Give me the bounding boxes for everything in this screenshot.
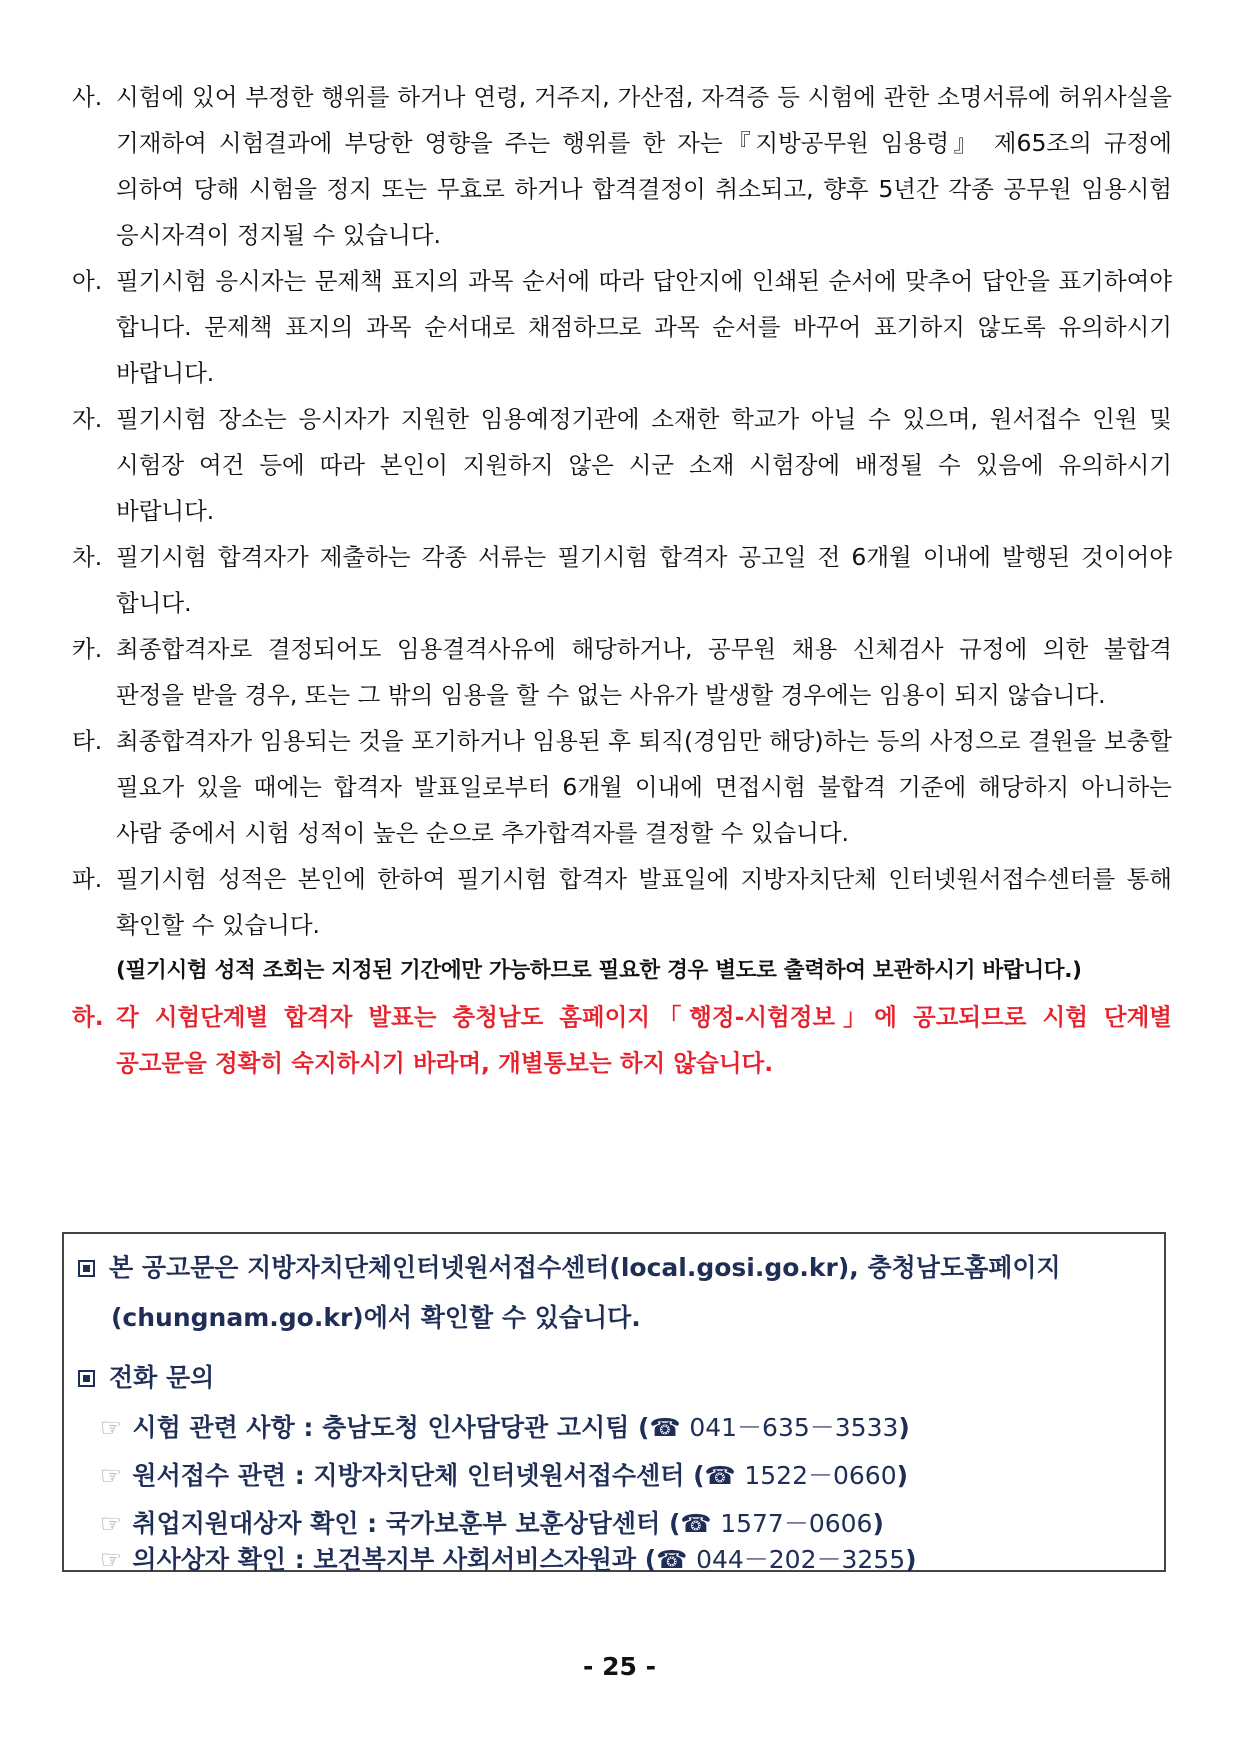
phone-icon: ☎ xyxy=(656,1545,697,1574)
list-item xyxy=(72,626,1172,718)
item-text: 각 시험단계별 합격자 발표는 충청남도 홈페이지「행정-시험정보」에 공고되므로 시험 단계별 공고문을 정확히 숙지하시기 바라며, 개별통보는 하지 않습니다. xyxy=(116,1003,1172,1077)
item-marker: 자. xyxy=(72,405,103,433)
item-text: 최종합격자로 결정되어도 임용결격사유에 해당하거나, 공무원 채용 신체검사 규정에 의한 불합격 판정을 받을 경우, 또는 그 밖의 임용을 할 수 없는 사유가 발생할 경우에는 임용이 되지 않습니다. xyxy=(116,635,1172,709)
phone-icon: ☎ xyxy=(680,1509,721,1538)
list-item-highlight xyxy=(72,994,1172,1086)
item-marker: 사. xyxy=(72,83,103,111)
contact-close: ) xyxy=(896,1461,909,1490)
item-marker: 아. xyxy=(72,267,103,295)
list-item xyxy=(72,856,1172,948)
contact-phone: 044－202－3255 xyxy=(696,1545,906,1574)
contact-item xyxy=(100,1504,884,1540)
item-marker: 차. xyxy=(72,543,103,571)
info-text: (chungnam.go.kr)에서 확인할 수 있습니다. xyxy=(111,1303,641,1332)
contact-label: 취업지원대상자 확인 : 국가보훈부 보훈상담센터 ( xyxy=(132,1509,681,1538)
info-text: 본 공고문은 지방자치단체인터넷원서접수센터(local.gosi.go.kr), 충청남도홈페이지 xyxy=(109,1253,1061,1282)
item-marker: 타. xyxy=(72,727,103,755)
contact-phone: 041－635－3533 xyxy=(689,1413,899,1442)
contact-label: 의사상자 확인 : 보건복지부 사회서비스자원과 ( xyxy=(132,1545,657,1574)
list-item xyxy=(72,534,1172,626)
list-item xyxy=(72,258,1172,396)
contact-heading xyxy=(78,1358,214,1394)
phone-icon: ☎ xyxy=(704,1461,745,1490)
contact-title: 전화 문의 xyxy=(109,1363,215,1392)
contact-phone: 1577－0606 xyxy=(720,1509,873,1538)
phone-icon: ☎ xyxy=(649,1413,690,1442)
page-number: - 25 - xyxy=(583,1652,656,1681)
square-bullet-icon xyxy=(78,1260,95,1277)
contact-item xyxy=(100,1540,917,1576)
item-marker: 파. xyxy=(72,865,103,893)
item-text: 필기시험 성적은 본인에 한하여 필기시험 합격자 발표일에 지방자치단체 인터넷원서접수센터를 통해 확인할 수 있습니다. xyxy=(116,865,1172,939)
item-text: 필기시험 합격자가 제출하는 각종 서류는 필기시험 합격자 공고일 전 6개월 이내에 발행된 것이어야 합니다. xyxy=(116,543,1172,617)
contact-close: ) xyxy=(898,1413,910,1442)
contact-phone: 1522－0660 xyxy=(744,1461,897,1490)
contact-close: ) xyxy=(872,1509,884,1538)
pointing-hand-icon: ☞ xyxy=(100,1413,123,1442)
square-bullet-icon xyxy=(78,1370,95,1387)
contact-item xyxy=(100,1456,908,1492)
list-item xyxy=(72,718,1172,856)
item-text: 최종합격자가 임용되는 것을 포기하거나 임용된 후 퇴직(경임만 해당)하는 등의 사정으로 결원을 보충할 필요가 있을 때에는 합격자 발표일로부터 6개월 이내에 면접시험 불합격 기준에 해당하지 아니하는 사람 중에서 시험 성적이 높은 순으로 추가합격자를 결정할 수 있습니다. xyxy=(116,727,1172,847)
pointing-hand-icon: ☞ xyxy=(100,1461,123,1490)
contact-close: ) xyxy=(905,1545,917,1574)
item-marker: 하. xyxy=(72,1003,104,1031)
info-line-continued xyxy=(111,1298,641,1334)
contact-label: 원서접수 관련 : 지방자치단체 인터넷원서접수센터 ( xyxy=(132,1461,705,1490)
item-text: 필기시험 장소는 응시자가 지원한 임용예정기관에 소재한 학교가 아닐 수 있으며, 원서접수 인원 및 시험장 여건 등에 따라 본인이 지원하지 않은 시군 소재 시험장에 배정될 수 있음에 유의하시기 바랍니다. xyxy=(116,405,1172,525)
info-line xyxy=(78,1248,1061,1284)
list-item xyxy=(72,396,1172,534)
pointing-hand-icon: ☞ xyxy=(100,1509,123,1538)
notice-list xyxy=(72,74,1172,1086)
score-inquiry-note: (필기시험 성적 조회는 지정된 기간에만 가능하므로 필요한 경우 별도로 출력하여 보관하시기 바랍니다.) xyxy=(116,958,1082,983)
item-text: 시험에 있어 부정한 행위를 하거나 연령, 거주지, 가산점, 자격증 등 시험에 관한 소명서류에 허위사실을 기재하여 시험결과에 부당한 영향을 주는 행위를 한 자는『지방공무원 임용령』 제65조의 규정에 의하여 당해 시험을 정지 또는 무효로 하거나 합격결정이 취소되고, 향후 5년간 각종 공무원 임용시험 응시자격이 정지될 수 있습니다. xyxy=(116,83,1172,249)
item-text: 필기시험 응시자는 문제책 표지의 과목 순서에 따라 답안지에 인쇄된 순서에 맞추어 답안을 표기하여야 합니다. 문제책 표지의 과목 순서대로 채점하므로 과목 순서를 바꾸어 표기하지 않도록 유의하시기 바랍니다. xyxy=(116,267,1172,387)
pointing-hand-icon: ☞ xyxy=(100,1545,123,1574)
contact-item xyxy=(100,1408,910,1444)
list-item xyxy=(72,74,1172,258)
item-marker: 카. xyxy=(72,635,103,663)
info-box xyxy=(62,1232,1166,1572)
contact-label: 시험 관련 사항 : 충남도청 인사담당관 고시팀 ( xyxy=(132,1413,650,1442)
